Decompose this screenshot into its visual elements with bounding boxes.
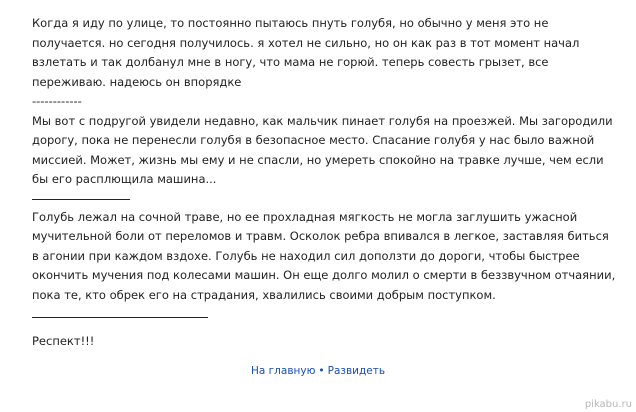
horizontal-rule-long [32, 317, 208, 318]
story-content [32, 14, 622, 352]
unsee-link[interactable]: Развидеть [327, 365, 386, 377]
story-line: пока те, кто обрек его на страдания, хвалились своими добрым поступком. [32, 287, 496, 302]
horizontal-rule-short [32, 199, 130, 200]
footer-nav [0, 365, 636, 377]
site-watermark: pikabu.ru [584, 399, 632, 410]
story-line: миссией. Может, жизнь мы ему и не спасли, но умереть спокойно на травке лучше, чем если [32, 152, 604, 167]
story-line: Мы вот с подругой увидели недавно, как мальчик пинает голубя на проезжей. Мы загородили [32, 113, 613, 128]
story-line: мучительной боли от переломов и травм. Осколок ребра впивался в легкое, заставляя биться [32, 229, 609, 243]
story-line: бы его расплющила машина... [32, 172, 217, 186]
story-line: переживаю. надеюсь он впорядке [32, 74, 242, 89]
home-link[interactable]: На главную [250, 365, 316, 377]
story-paragraph-1 [32, 14, 622, 92]
story-paragraph-3 [32, 208, 622, 306]
closing-text: Респект!!! [32, 334, 95, 348]
story-paragraph-2 [32, 112, 622, 190]
dash-separator: ------------ [32, 94, 82, 108]
story-line: Голубь лежал на сочной траве, но ее прохладная мягкость не могла заглушить ужасной [32, 209, 578, 224]
story-line: в агонии при каждом вздохе. Голубь не находил сил доползти до дороги, чтобы быстрее [32, 248, 580, 263]
story-line: дорогу, пока не перенесли голубя в безопасное место. Спасание голубя у нас было важной [32, 133, 595, 147]
bullet-separator: • [318, 365, 325, 377]
story-line: Когда я иду по улице, то постоянно пытаюсь пнуть голубя, но обычно у меня это не [32, 16, 549, 30]
story-line: взлетать и так долбанул мне в ногу, что мама не горюй. теперь совесть грызет, все [32, 55, 549, 69]
story-line: окончить мучения под колесами машин. Он еще долго молил о смерти в беззвучном отчаянии, [32, 268, 616, 282]
story-line: получается. но сегодня получилось. я хотел не сильно, но он как раз в тот момент начал [32, 35, 580, 50]
